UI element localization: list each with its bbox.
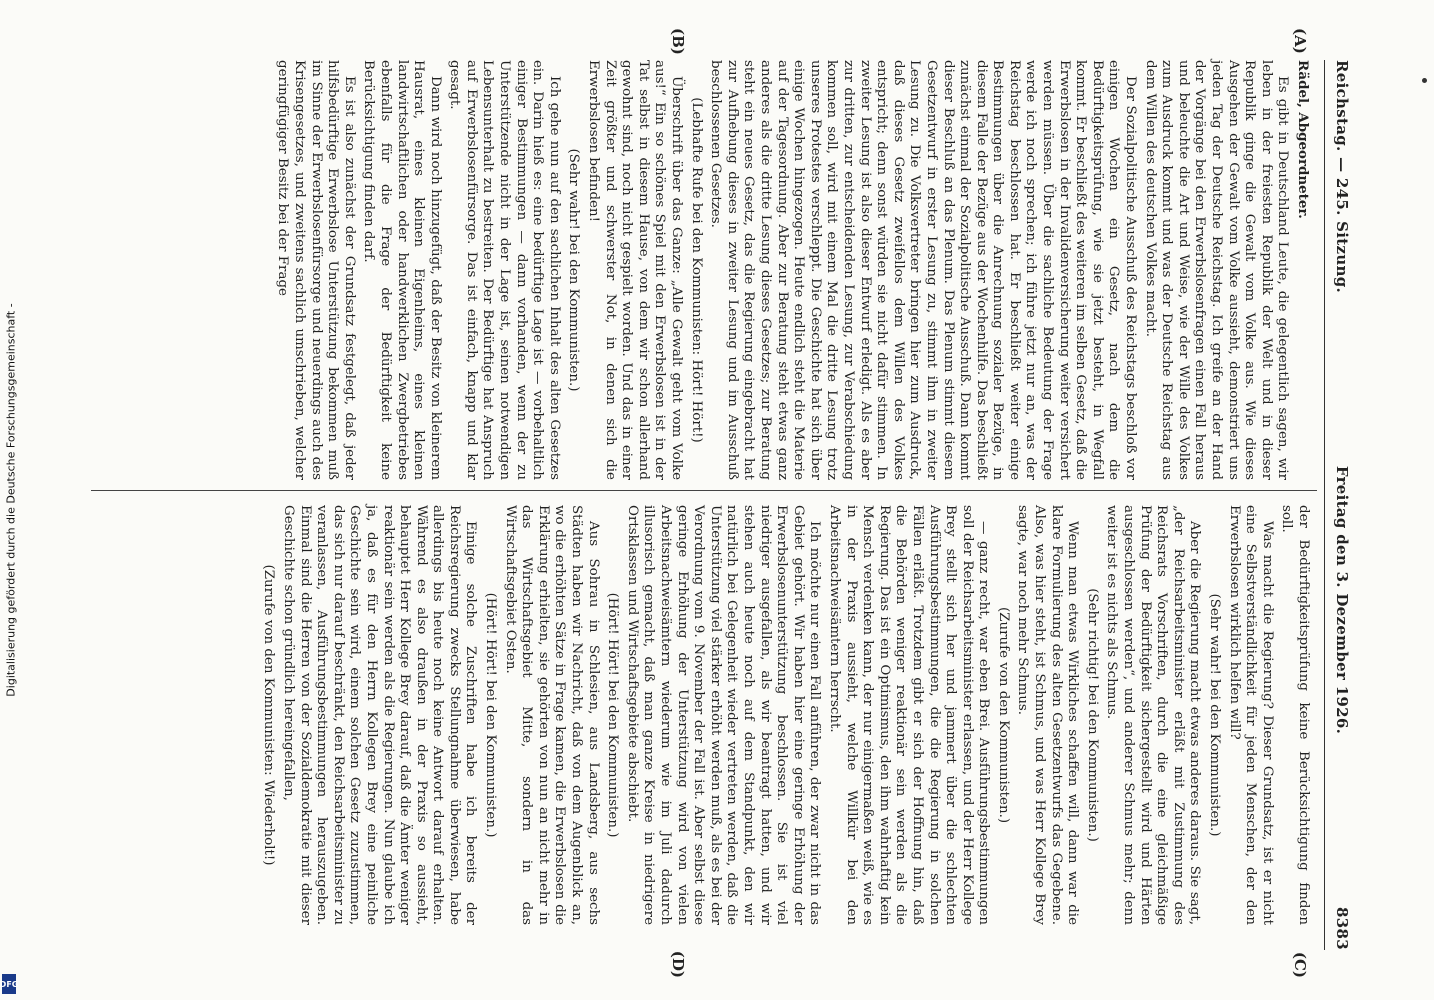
column-left <box>87 60 1311 480</box>
paragraph: Einige solche Zuschriften habe ich bereits der Reichsregierung zwecks Stellungnahme überwiesen, habe allerdings bis heute noch keine Antwort darauf erhalten. Während es also draußen in der Praxis so aussieht, behauptet Herr Kollege Brey darauf, daß die Ämter weniger reaktionär sein werden als die Regierungen. Nun glaube ich ja, daß es für den Herrn Kollegen Brey eine peinliche Geschichte sein wird, einem solchen Gesetz zuzustimmen, das sich nur darauf beschränkt, den Reichsarbeitsminister zu veranlassen, Ausführungsbestimmungen herauszugeben. Einmal sind die Herren von der Sozialdemokratie mit dieser Geschichte schon gründlich hereingefallen, <box>280 505 479 925</box>
footer-text: Digitalisierung gefördert durch die Deutsche Forschungsgemeinschaft - <box>4 303 18 697</box>
paragraph: Es ist also zunächst der Grundsatz festgelegt, daß jeder hilfsbedürftige Erwerbslose Unterstützung bekommen muß im Sinne der Erwerbslosenfürsorge und neuerdings auch des Krisengesetzes, und zweitens sachlich umschrieben, welcher geringfügiger Besitz bei der Frage <box>275 60 357 480</box>
rotated-page <box>67 20 1367 980</box>
margin-mark-b: (B) <box>669 28 687 55</box>
paragraph: Wenn man etwas Wirkliches schaffen will, dann war die klare Formulierung des alten Gesetzentwurfs das Gegebene. Also, was hier steht, ist Schmus, und was Herr Kollege Brey sagte, war noch mehr Schmus. <box>1015 505 1081 925</box>
margin-mark-a: (A) <box>1291 28 1309 54</box>
margin-mark-d: (D) <box>669 950 687 978</box>
interjection: (Sehr richtig! bei den Kommunisten.) <box>1084 588 1100 842</box>
paragraph: Aus Sohrau in Schlesien, aus Landsberg, aus sechs Städten haben wir Nachricht, daß von dem Augenblick an, wo die erhöhten Sätze in Frage kamen, die Erwerbslosen die Erklärung erhielten, sie gehörten von nun an nicht mehr in das Wirtschaftsgebiet Mitte, sondern in das Wirtschaftsgebiet Osten. <box>502 505 601 925</box>
interjection: (Hört! Hört! bei den Kommunisten.) <box>605 592 621 838</box>
interjection: (Zurufe von den Kommunisten: Wiederholt!) <box>261 564 277 866</box>
interjection: (Zurufe von den Kommunisten.) <box>995 606 1011 824</box>
interjection: (Hört! Hört! bei den Kommunisten.) <box>483 592 499 838</box>
margin-mark-c: (C) <box>1291 951 1309 978</box>
header-left: Reichstag. — 245. Sitzung. <box>1333 60 1351 294</box>
paragraph: Es gibt in Deutschland Leute, die gelegentlich sagen, wir leben in der freiesten Republik der Welt und in dieser Republik ginge die Gewalt vom Volke aus. Wie dieses Ausgehen der Gewalt vom Volke aussieht, demonstriert uns jeden Tag der Deutsche Reichstag. Ich greife an der Hand der Vorgänge bei den Erwerbslosenfragen einen Fall heraus und beleuchte die Art und Weise, wie der Wille des Volkes zum Ausdruck kommt und was der Deutsche Reichstag aus dem Willen des deutschen Volkes macht. <box>1142 60 1291 480</box>
page-number: 8383 <box>1333 907 1351 950</box>
paragraph: Aber die Regierung macht etwas anderes daraus. Sie sagt, „der Reichsarbeitsminister erläßt mit Zustimmung des Reichsrats Vorschriften, durch die eine gleichmäßige Prüfung der Bedürftigkeit sichergestellt wird und Härten ausgeschlossen werden“, und anderer Schmus mehr; denn weiter ist es nichts als Schmus. <box>1104 505 1203 925</box>
paragraph: der Bedürftigkeitsprüfung keine Berücksichtigung finden soll. <box>1279 505 1311 925</box>
interjection: (Sehr wahr! bei den Kommunisten.) <box>1207 593 1223 837</box>
header-center: Freitag den 3. Dezember 1926. <box>1333 465 1351 735</box>
column-right <box>87 505 1311 925</box>
paragraph: — ganz recht, war eben Brei. Ausführungsbestimmungen soll der Reichsarbeitsminister erlassen, und der Herr Kollege Brey stellt sich her und jammert über die schlechten Ausführungsbestimmungen, die die Regierung in solchen Fällen erläßt. Trotzdem gibt er sich der Hoffnung hin, daß die Behörden weniger reaktionär sein werden als die Regierung. Das ist ein Optimismus, den ihm wahrhaftig kein Mensch verdenken kann, der nur einigermaßen weiß, wie es in der Praxis aussieht, welche Willkür bei den Arbeitsnachweisämtern herrscht. <box>826 505 992 925</box>
page-header <box>1329 60 1355 950</box>
paragraph: Der Sozialpolitische Ausschuß des Reichstags beschloß vor einigen Wochen ein Gesetz, nach dem die Bedürftigkeitsprüfung, wie sie jetzt besteht, in Wegfall kommt. Er beschließt des weiteren im selben Gesetz, daß die Erwerbslosen in der Invalidenversicherung weiter versichert werden müssen. Über die sachliche Bedeutung der Frage werde ich noch sprechen; ich führe jetzt nur an, was der Reichstag beschlossen hat. Er beschließt weiter einige Bestimmungen über die Anrechnung sozialer Bezüge, in diesem Falle der Bezüge aus der Wochenhilfe. Das beschließt zunächst einmal der Sozialpolitische Ausschuß. Dann kommt dieser Beschluß an das Plenum. Das Plenum stimmt diesem Gesetzentwurf in erster Lesung zu, stimmt ihm in zweiter Lesung zu. Die Volksvertreter bringen hier zum Ausdruck, daß dieses Gesetz zweifellos dem Willen des Volkes entspricht; denn sonst würden sie nicht dafür stimmen. In zweiter Lesung ist also dieser Entwurf erledigt. Als es aber zur dritten, zur entscheidenden Lesung, zur Verabschiedung kommen soll, wird mit einem Mal die dritte Lesung trotz unseres Protestes verschleppt. Die Geschichte hat sich über einige Wochen hingezogen. Heute endlich steht die Materie auf der Tagesordnung. Aber zur Beratung steht etwas ganz anderes als die dritte Lesung dieses Gesetzes; zur Beratung steht ein neues Gesetz, das die Regierung eingebracht hat zur Aufhebung dieses in zweiter Lesung und im Ausschuß beschlossenen Gesetzes. <box>708 60 1139 480</box>
column-divider <box>91 490 1317 491</box>
digitization-footer <box>2 10 20 990</box>
paragraph: Ich möchte nur einen Fall anführen, der zwar nicht in das Gebiet gehört. Wir haben hier eine geringe Erhöhung der Erwerbslosenunterstützung beschlossen. Sie ist viel niedriger ausgefallen, als wir beantragt hatten, und wir stehen auch heute noch auf dem Standpunkt, den wir natürlich bei Gelegenheit wieder vertreten werden, daß die Unterstützung viel stärker erhöht werden muß, als es bei der Verordnung vom 9. November der Fall ist. Aber selbst diese geringe Erhöhung der Unterstützung wird von vielen Arbeitsnachweisämtern wiederum wie im Juli dadurch illusorisch gemacht, daß man ganze Kreise in niedrigere Ortsklassen und Wirtschaftsgebiete abschiebt. <box>624 505 823 925</box>
paragraph: Was macht die Regierung? Dieser Grundsatz, ist er nicht eine Selbstverständlichkeit für jeden Menschen, der den Erwerbslosen wirklich helfen will? <box>1226 505 1275 925</box>
paragraph: Dann wird noch hinzugefügt, daß der Besitz von kleinerem Hausrat, eines kleinen Eigenheims, eines kleinen landwirtschaftlichen oder handwerklichen Zwergbetriebes ebenfalls für die Frage der Bedürftigkeit keine Berücksichtigung finden darf. <box>361 60 443 480</box>
paragraph: Überschrift über das Ganze: „Alle Gewalt geht vom Volke aus!“ Ein so schönes Spiel mit den Erwerbslosen ist in der Tat selbst in diesem Hause, von dem wir schon allerhand gewohnt sind, noch nicht gespielt worden. Und das in einer Zeit größter und schwerster Not, in denen sich die Erwerbslosen befinden! <box>586 60 685 480</box>
header-rule <box>1324 60 1325 950</box>
dfg-logo: DFG <box>2 974 16 994</box>
paragraph: Ich gehe nun auf den sachlichen Inhalt des alten Gesetzes ein. Darin hieß es: eine bedürftige Lage ist — vorbehaltlich einiger Bestimmungen — dann vorhanden, wenn der zu Unterstützende nicht in der Lage ist, seinen notwendigen Lebensunterhalt zu bestreiten. Der Bedürftige hat Anspruch auf Erwerbslosenfürsorge. Das ist einfach, knapp und klar gesagt. <box>447 60 562 480</box>
interjection: (Lebhafte Rufe bei den Kommunisten: Hört! Hört!) <box>688 97 704 443</box>
interjection: (Sehr wahr! bei den Kommunisten.) <box>566 148 582 392</box>
speaker-line: Rädel, Abgeordneter. <box>1295 60 1311 219</box>
print-dot <box>1422 78 1427 83</box>
